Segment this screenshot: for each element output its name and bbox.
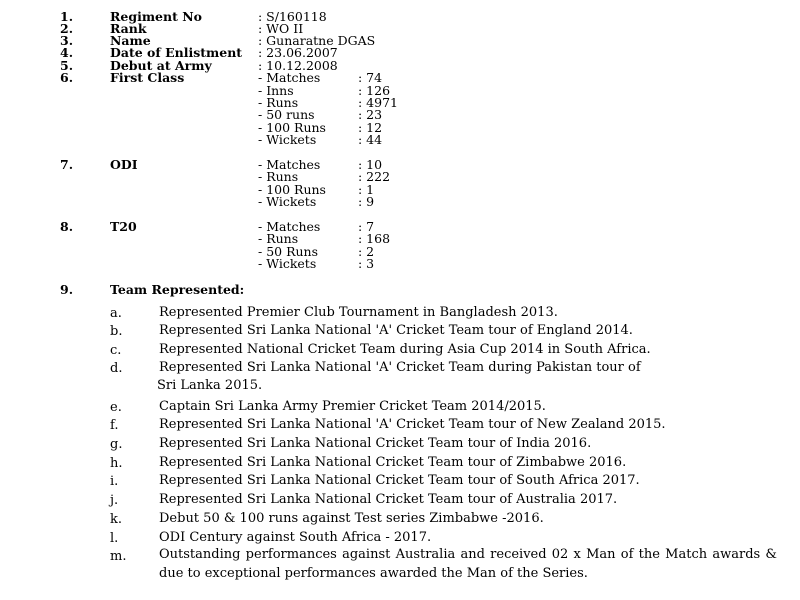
stat-name: - Matches bbox=[258, 70, 321, 85]
list-item: Represented Sri Lanka National Cricket Team tour of Zimbabwe 2016. bbox=[159, 455, 627, 470]
item-number: 5. bbox=[60, 58, 74, 73]
field-label: Rank bbox=[110, 21, 147, 36]
item-number: 4. bbox=[60, 45, 74, 60]
list-item: Represented Sri Lanka National Cricket Team tour of India 2016. bbox=[159, 436, 592, 451]
list-item: Represented Sri Lanka National Cricket Team tour of Australia 2017. bbox=[159, 492, 618, 507]
field-label: Regiment No bbox=[110, 9, 202, 24]
stat-value: : 168 bbox=[358, 231, 391, 246]
item-number: 7. bbox=[60, 157, 74, 172]
field-label: Debut at Army bbox=[110, 58, 212, 73]
list-item: Debut 50 & 100 runs against Test series Zimbabwe -2016. bbox=[159, 511, 544, 526]
stat-value: : 10 bbox=[358, 157, 383, 172]
stat-name: - Matches bbox=[258, 219, 321, 234]
stat-value: : 12 bbox=[358, 120, 383, 135]
stat-value: : 126 bbox=[358, 83, 391, 98]
item-number: 9. bbox=[60, 282, 74, 297]
list-item: Represented National Cricket Team during Asia Cup 2014 in South Africa. bbox=[159, 342, 651, 357]
stat-value: : 44 bbox=[358, 132, 383, 147]
item-number: 3. bbox=[60, 33, 74, 48]
field-label: Date of Enlistment bbox=[110, 45, 243, 60]
stat-name: - 100 Runs bbox=[258, 182, 326, 197]
field-value: : 23.06.2007 bbox=[258, 45, 338, 60]
list-letter: i. bbox=[110, 474, 119, 489]
list-letter: h. bbox=[110, 456, 123, 471]
list-item: Represented Sri Lanka National 'A' Cricket Team during Pakistan tour of bbox=[159, 360, 641, 375]
list-letter: a. bbox=[110, 306, 122, 321]
field-label: ODI bbox=[110, 157, 138, 172]
stat-name: - Wickets bbox=[258, 256, 317, 271]
stat-value: : 9 bbox=[358, 194, 375, 209]
stat-value: : 23 bbox=[358, 107, 383, 122]
list-item: Captain Sri Lanka Army Premier Cricket Team 2014/2015. bbox=[159, 399, 546, 414]
stat-name: - Matches bbox=[258, 157, 321, 172]
list-item: Represented Sri Lanka National 'A' Cricket Team tour of New Zealand 2015. bbox=[159, 417, 666, 432]
stat-value: : 7 bbox=[358, 219, 375, 234]
stat-value: : 74 bbox=[358, 70, 383, 85]
list-letter: d. bbox=[110, 361, 123, 376]
field-label: T20 bbox=[110, 219, 137, 234]
list-letter: g. bbox=[110, 437, 123, 452]
stat-name: - Inns bbox=[258, 83, 294, 98]
stat-name: - Runs bbox=[258, 231, 299, 246]
stat-value: : 3 bbox=[358, 256, 375, 271]
item-number: 1. bbox=[60, 9, 74, 24]
field-value: : WO II bbox=[258, 21, 304, 36]
field-label: Name bbox=[110, 33, 151, 48]
list-letter: m. bbox=[110, 549, 127, 564]
stat-name: - 50 runs bbox=[258, 107, 315, 122]
stat-name: - 50 Runs bbox=[258, 244, 319, 259]
list-letter: l. bbox=[110, 531, 119, 546]
stat-value: : 2 bbox=[358, 244, 375, 259]
list-item: Represented Premier Club Tournament in Bangladesh 2013. bbox=[159, 305, 558, 320]
item-number: 2. bbox=[60, 21, 74, 36]
field-value: : 10.12.2008 bbox=[258, 58, 338, 73]
list-item: Represented Sri Lanka National 'A' Cricket Team tour of England 2014. bbox=[159, 323, 633, 338]
list-letter: c. bbox=[110, 343, 122, 358]
stat-value: : 222 bbox=[358, 169, 391, 184]
stat-name: - Runs bbox=[258, 169, 299, 184]
stat-name: - 100 Runs bbox=[258, 120, 326, 135]
item-number: 8. bbox=[60, 219, 74, 234]
field-value: : Gunaratne DGAS bbox=[258, 33, 376, 48]
stat-value: : 1 bbox=[358, 182, 375, 197]
field-label: First Class bbox=[110, 70, 185, 85]
list-letter: b. bbox=[110, 324, 123, 339]
item-number: 6. bbox=[60, 70, 74, 85]
section-heading: Team Represented: bbox=[110, 282, 245, 297]
list-item: ODI Century against South Africa - 2017. bbox=[159, 530, 432, 545]
list-letter: f. bbox=[110, 418, 119, 433]
list-item: Represented Sri Lanka National Cricket Team tour of South Africa 2017. bbox=[159, 473, 640, 488]
field-value: : S/160118 bbox=[258, 9, 327, 24]
list-item-continuation: Sri Lanka 2015. bbox=[157, 378, 263, 393]
stat-value: : 4971 bbox=[358, 95, 398, 110]
list-letter: j. bbox=[110, 493, 119, 508]
stat-name: - Runs bbox=[258, 95, 299, 110]
list-letter: k. bbox=[110, 512, 123, 527]
list-letter: e. bbox=[110, 400, 122, 415]
stat-name: - Wickets bbox=[258, 132, 317, 147]
list-item: Outstanding performances against Australia and received 02 x Man of the Match awards & due to exceptional performances awarded the Man of the Series. bbox=[159, 547, 777, 581]
stat-name: - Wickets bbox=[258, 194, 317, 209]
